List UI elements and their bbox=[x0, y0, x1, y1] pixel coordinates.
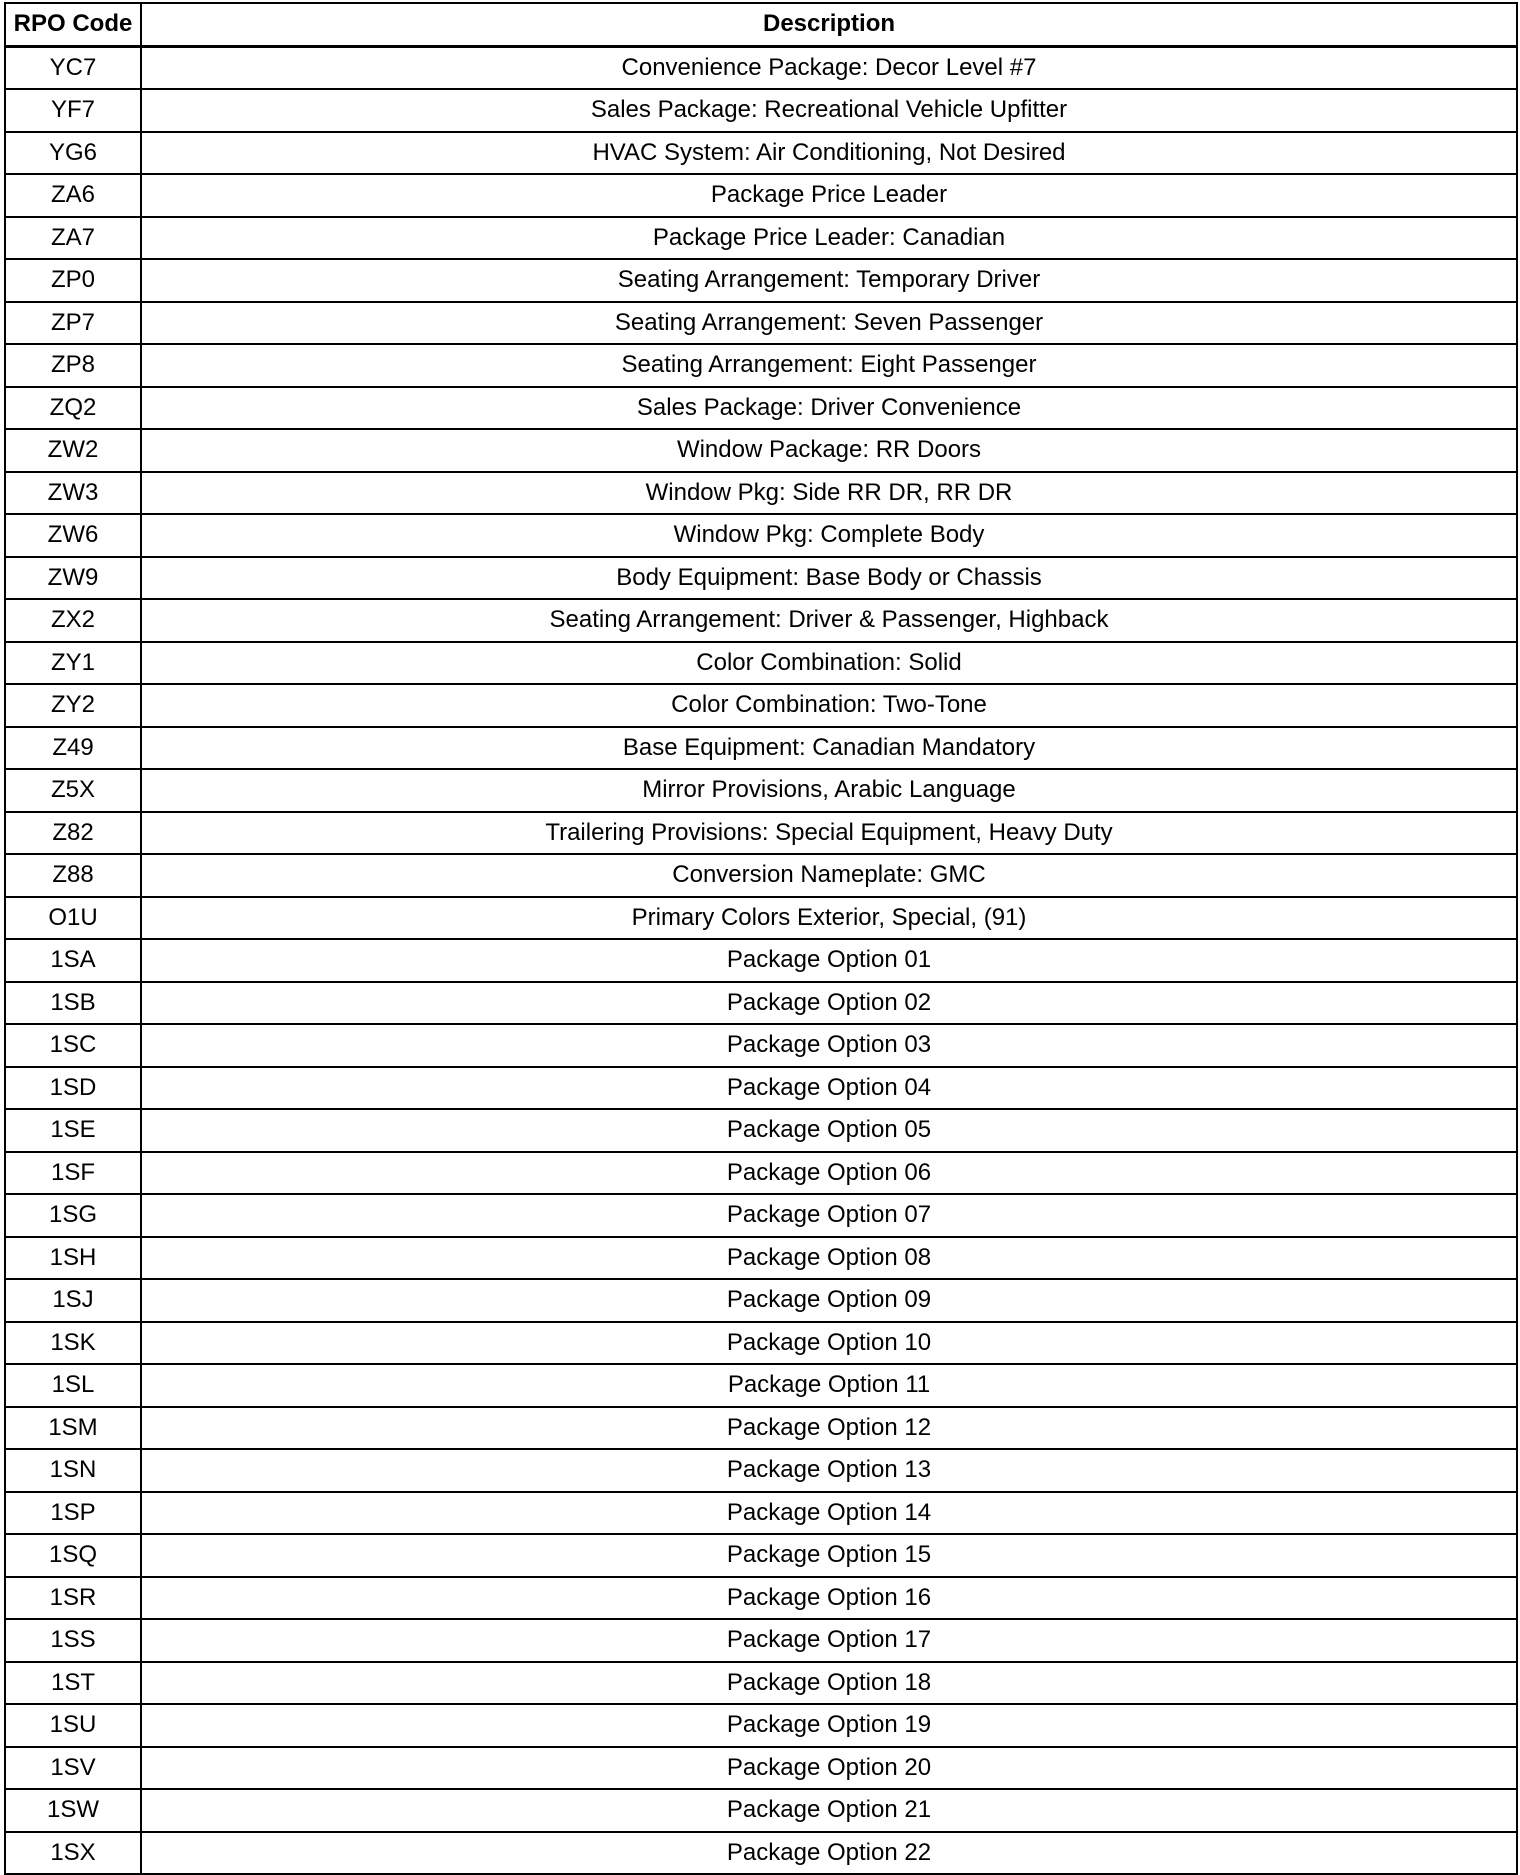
description-cell: Sales Package: Driver Convenience bbox=[141, 387, 1517, 430]
table-row bbox=[5, 217, 1517, 260]
description-cell: Package Option 19 bbox=[141, 1704, 1517, 1747]
rpo-code-cell: Z88 bbox=[5, 854, 141, 897]
description-cell: Body Equipment: Base Body or Chassis bbox=[141, 557, 1517, 600]
description-cell: Package Price Leader: Canadian bbox=[141, 217, 1517, 260]
rpo-code-cell: ZX2 bbox=[5, 599, 141, 642]
description-cell: Package Option 22 bbox=[141, 1832, 1517, 1875]
table-row bbox=[5, 1279, 1517, 1322]
description-cell: Window Package: RR Doors bbox=[141, 429, 1517, 472]
table-row bbox=[5, 939, 1517, 982]
description-cell: Package Option 08 bbox=[141, 1237, 1517, 1280]
rpo-code-cell: 1SJ bbox=[5, 1279, 141, 1322]
description-cell: Sales Package: Recreational Vehicle Upfitter bbox=[141, 89, 1517, 132]
rpo-code-cell: Z5X bbox=[5, 769, 141, 812]
rpo-code-cell: Z49 bbox=[5, 727, 141, 770]
description-cell: Package Option 03 bbox=[141, 1024, 1517, 1067]
rpo-code-cell: 1SN bbox=[5, 1449, 141, 1492]
table-row bbox=[5, 1577, 1517, 1620]
table-row bbox=[5, 769, 1517, 812]
rpo-code-cell: ZQ2 bbox=[5, 387, 141, 430]
description-cell: Package Option 13 bbox=[141, 1449, 1517, 1492]
table-row bbox=[5, 854, 1517, 897]
rpo-code-cell: 1SL bbox=[5, 1364, 141, 1407]
rpo-code-cell: Z82 bbox=[5, 812, 141, 855]
table-row bbox=[5, 46, 1517, 89]
table-row bbox=[5, 812, 1517, 855]
rpo-code-table-container bbox=[4, 2, 1516, 1875]
table-row bbox=[5, 897, 1517, 940]
description-cell: Package Option 15 bbox=[141, 1534, 1517, 1577]
rpo-code-cell: 1SK bbox=[5, 1322, 141, 1365]
rpo-code-cell: 1SQ bbox=[5, 1534, 141, 1577]
rpo-code-cell: 1SF bbox=[5, 1152, 141, 1195]
table-row bbox=[5, 1067, 1517, 1110]
rpo-code-cell: 1SM bbox=[5, 1407, 141, 1450]
rpo-code-cell: ZP8 bbox=[5, 344, 141, 387]
table-row bbox=[5, 642, 1517, 685]
description-cell: Package Option 21 bbox=[141, 1789, 1517, 1832]
description-cell: Package Option 11 bbox=[141, 1364, 1517, 1407]
table-row bbox=[5, 599, 1517, 642]
rpo-code-cell: 1SX bbox=[5, 1832, 141, 1875]
rpo-code-cell: YC7 bbox=[5, 46, 141, 89]
header-row bbox=[5, 3, 1517, 46]
table-row bbox=[5, 1789, 1517, 1832]
rpo-code-cell: 1SE bbox=[5, 1109, 141, 1152]
table-row bbox=[5, 1534, 1517, 1577]
description-cell: Color Combination: Solid bbox=[141, 642, 1517, 685]
table-body bbox=[5, 46, 1517, 1874]
description-cell: Package Option 18 bbox=[141, 1662, 1517, 1705]
description-cell: Package Option 12 bbox=[141, 1407, 1517, 1450]
rpo-code-cell: ZW6 bbox=[5, 514, 141, 557]
description-cell: Package Option 05 bbox=[141, 1109, 1517, 1152]
table-row bbox=[5, 344, 1517, 387]
table-row bbox=[5, 1024, 1517, 1067]
description-cell: Mirror Provisions, Arabic Language bbox=[141, 769, 1517, 812]
table-row bbox=[5, 302, 1517, 345]
description-cell: Seating Arrangement: Driver & Passenger, Highback bbox=[141, 599, 1517, 642]
table-row bbox=[5, 387, 1517, 430]
description-cell: HVAC System: Air Conditioning, Not Desired bbox=[141, 132, 1517, 175]
table-row bbox=[5, 1747, 1517, 1790]
description-cell: Window Pkg: Complete Body bbox=[141, 514, 1517, 557]
table-row bbox=[5, 557, 1517, 600]
rpo-code-cell: 1SB bbox=[5, 982, 141, 1025]
table-row bbox=[5, 259, 1517, 302]
rpo-code-cell: ZW9 bbox=[5, 557, 141, 600]
rpo-code-table bbox=[4, 2, 1518, 1875]
description-cell: Package Option 17 bbox=[141, 1619, 1517, 1662]
rpo-code-cell: 1ST bbox=[5, 1662, 141, 1705]
description-cell: Package Option 07 bbox=[141, 1194, 1517, 1237]
rpo-code-cell: 1SU bbox=[5, 1704, 141, 1747]
description-cell: Package Option 02 bbox=[141, 982, 1517, 1025]
description-cell: Package Option 14 bbox=[141, 1492, 1517, 1535]
table-row bbox=[5, 1407, 1517, 1450]
table-row bbox=[5, 684, 1517, 727]
description-cell: Seating Arrangement: Eight Passenger bbox=[141, 344, 1517, 387]
description-cell: Package Option 04 bbox=[141, 1067, 1517, 1110]
description-cell: Primary Colors Exterior, Special, (91) bbox=[141, 897, 1517, 940]
rpo-code-cell: O1U bbox=[5, 897, 141, 940]
description-cell: Seating Arrangement: Seven Passenger bbox=[141, 302, 1517, 345]
table-row bbox=[5, 472, 1517, 515]
rpo-code-cell: 1SD bbox=[5, 1067, 141, 1110]
table-row bbox=[5, 1194, 1517, 1237]
rpo-code-cell: 1SG bbox=[5, 1194, 141, 1237]
rpo-code-cell: ZP0 bbox=[5, 259, 141, 302]
table-row bbox=[5, 1449, 1517, 1492]
description-cell: Trailering Provisions: Special Equipment, Heavy Duty bbox=[141, 812, 1517, 855]
table-row bbox=[5, 1662, 1517, 1705]
description-cell: Color Combination: Two-Tone bbox=[141, 684, 1517, 727]
table-row bbox=[5, 89, 1517, 132]
table-row bbox=[5, 514, 1517, 557]
table-row bbox=[5, 174, 1517, 217]
description-cell: Seating Arrangement: Temporary Driver bbox=[141, 259, 1517, 302]
table-row bbox=[5, 1364, 1517, 1407]
table-row bbox=[5, 982, 1517, 1025]
table-row bbox=[5, 1704, 1517, 1747]
rpo-code-cell: YF7 bbox=[5, 89, 141, 132]
rpo-code-cell: ZP7 bbox=[5, 302, 141, 345]
rpo-code-cell: YG6 bbox=[5, 132, 141, 175]
rpo-code-cell: 1SS bbox=[5, 1619, 141, 1662]
description-cell: Base Equipment: Canadian Mandatory bbox=[141, 727, 1517, 770]
rpo-code-cell: 1SC bbox=[5, 1024, 141, 1067]
rpo-code-cell: 1SP bbox=[5, 1492, 141, 1535]
rpo-code-cell: ZW2 bbox=[5, 429, 141, 472]
description-cell: Window Pkg: Side RR DR, RR DR bbox=[141, 472, 1517, 515]
rpo-code-cell: ZA7 bbox=[5, 217, 141, 260]
rpo-code-cell: 1SH bbox=[5, 1237, 141, 1280]
header-rpo-code: RPO Code bbox=[5, 3, 141, 46]
rpo-code-cell: ZY1 bbox=[5, 642, 141, 685]
description-cell: Conversion Nameplate: GMC bbox=[141, 854, 1517, 897]
rpo-code-cell: 1SV bbox=[5, 1747, 141, 1790]
table-row bbox=[5, 1109, 1517, 1152]
description-cell: Convenience Package: Decor Level #7 bbox=[141, 46, 1517, 89]
rpo-code-cell: 1SR bbox=[5, 1577, 141, 1620]
description-cell: Package Option 20 bbox=[141, 1747, 1517, 1790]
description-cell: Package Option 16 bbox=[141, 1577, 1517, 1620]
table-row bbox=[5, 1492, 1517, 1535]
rpo-code-cell: 1SW bbox=[5, 1789, 141, 1832]
table-row bbox=[5, 1619, 1517, 1662]
table-row bbox=[5, 727, 1517, 770]
description-cell: Package Option 10 bbox=[141, 1322, 1517, 1365]
header-description: Description bbox=[141, 3, 1517, 46]
rpo-code-cell: ZY2 bbox=[5, 684, 141, 727]
description-cell: Package Price Leader bbox=[141, 174, 1517, 217]
rpo-code-cell: ZA6 bbox=[5, 174, 141, 217]
table-row bbox=[5, 429, 1517, 472]
table-row bbox=[5, 1322, 1517, 1365]
table-header bbox=[5, 3, 1517, 46]
rpo-code-cell: 1SA bbox=[5, 939, 141, 982]
table-row bbox=[5, 132, 1517, 175]
table-row bbox=[5, 1152, 1517, 1195]
description-cell: Package Option 06 bbox=[141, 1152, 1517, 1195]
table-row bbox=[5, 1237, 1517, 1280]
rpo-code-cell: ZW3 bbox=[5, 472, 141, 515]
description-cell: Package Option 01 bbox=[141, 939, 1517, 982]
description-cell: Package Option 09 bbox=[141, 1279, 1517, 1322]
